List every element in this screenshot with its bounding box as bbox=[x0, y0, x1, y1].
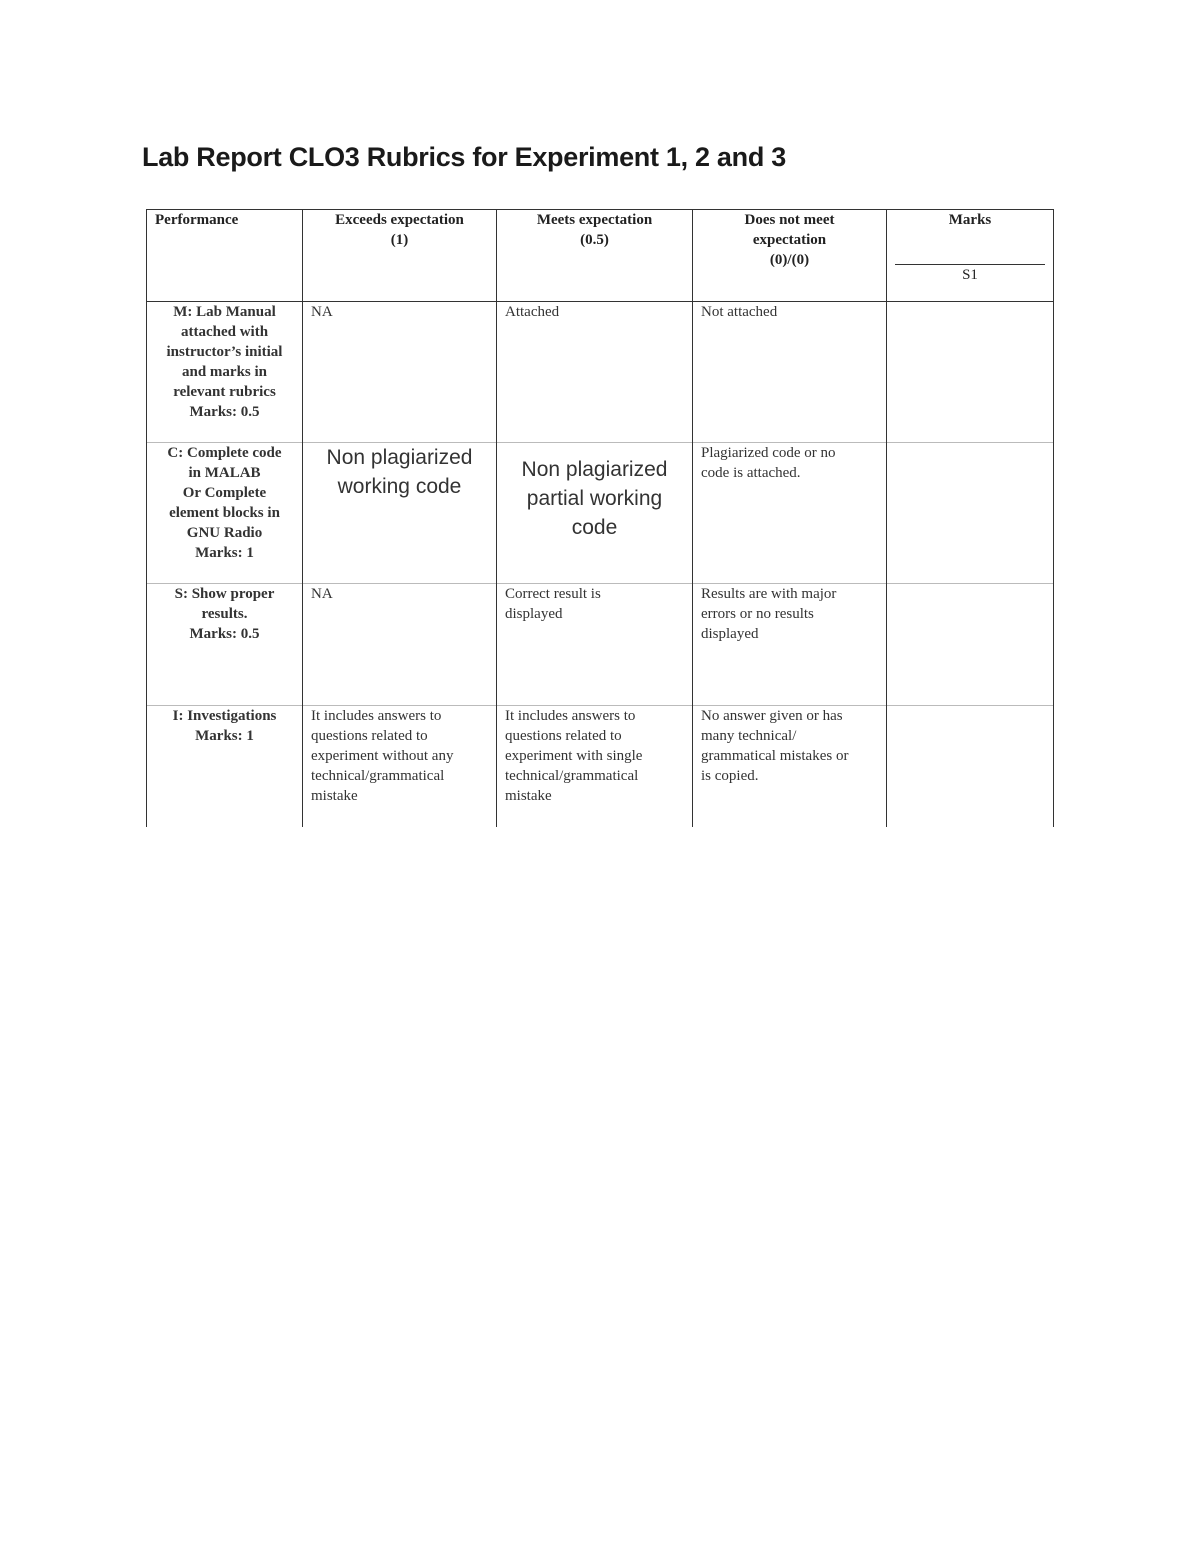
meets-cell bbox=[497, 443, 693, 584]
criterion-line: M: Lab Manual bbox=[173, 304, 276, 320]
criterion-line: element blocks in bbox=[169, 505, 280, 521]
page-title: Lab Report CLO3 Rubrics for Experiment 1, 2 and 3 bbox=[142, 142, 786, 172]
exceeds-cell bbox=[303, 706, 497, 827]
cell-line: experiment without any bbox=[311, 748, 454, 764]
table-header-row bbox=[147, 210, 1054, 302]
criterion-line: results. bbox=[201, 606, 248, 622]
cell-line: questions related to bbox=[311, 728, 428, 744]
cell-line: Correct result is bbox=[505, 586, 601, 602]
cell-line: Results are with major bbox=[701, 586, 837, 602]
cell-line: Non plagiarized bbox=[521, 458, 668, 481]
exceeds-cell bbox=[303, 302, 497, 443]
cell-line: Plagiarized code or no bbox=[701, 445, 836, 461]
marks-value-cell bbox=[887, 302, 1054, 443]
header-does-not-meet-line: Does not meet bbox=[744, 212, 835, 228]
header-exceeds-score: (1) bbox=[390, 232, 409, 248]
cell-line: Attached bbox=[505, 304, 560, 320]
criterion-line: I: Investigations bbox=[172, 708, 277, 724]
header-marks-label: Marks bbox=[895, 210, 1045, 265]
criterion-line: C: Complete code bbox=[167, 445, 282, 461]
does-not-meet-cell bbox=[693, 584, 887, 706]
cell-line: mistake bbox=[505, 788, 552, 804]
marks-value-cell bbox=[887, 443, 1054, 584]
header-does-not-meet-line: expectation bbox=[752, 232, 827, 248]
cell-line: partial working bbox=[526, 487, 663, 510]
cell-line: No answer given or has bbox=[701, 708, 843, 724]
header-meets-score: (0.5) bbox=[580, 232, 609, 248]
criterion-line: Marks: 1 bbox=[195, 545, 254, 561]
cell-line: errors or no results bbox=[701, 606, 814, 622]
does-not-meet-cell bbox=[693, 302, 887, 443]
criterion-line: GNU Radio bbox=[186, 525, 263, 541]
exceeds-cell bbox=[303, 443, 497, 584]
criterion-line: S: Show proper bbox=[174, 586, 275, 602]
table-row bbox=[147, 706, 1054, 827]
does-not-meet-cell bbox=[693, 706, 887, 827]
cell-line: code bbox=[571, 516, 618, 539]
cell-line: mistake bbox=[311, 788, 358, 804]
table-row bbox=[147, 302, 1054, 443]
cell-line: grammatical mistakes or bbox=[701, 748, 849, 764]
header-meets-line: Meets expectation bbox=[536, 212, 653, 228]
criterion-line: and marks in bbox=[181, 364, 268, 380]
cell-line: NA bbox=[311, 304, 333, 320]
cell-line: is copied. bbox=[701, 768, 759, 784]
criterion-cell bbox=[147, 302, 303, 443]
cell-line: displayed bbox=[701, 626, 759, 642]
meets-cell bbox=[497, 706, 693, 827]
cell-line: Not attached bbox=[701, 304, 778, 320]
criterion-line: in MALAB bbox=[188, 465, 261, 481]
table-row bbox=[147, 584, 1054, 706]
header-marks-s1: S1 bbox=[962, 267, 978, 283]
cell-line: code is attached. bbox=[701, 465, 801, 481]
exceeds-cell bbox=[303, 584, 497, 706]
header-does-not-meet-score: (0)/(0) bbox=[769, 252, 810, 268]
criterion-line: instructor’s initial bbox=[166, 344, 283, 360]
header-performance-label: Performance bbox=[155, 212, 239, 228]
rubric-table bbox=[146, 209, 1054, 827]
cell-line: It includes answers to bbox=[505, 708, 636, 724]
meets-cell bbox=[497, 584, 693, 706]
criterion-line: attached with bbox=[180, 324, 269, 340]
criterion-line: Marks: 1 bbox=[195, 728, 254, 744]
does-not-meet-cell bbox=[693, 443, 887, 584]
header-does-not-meet bbox=[693, 210, 887, 302]
criterion-cell bbox=[147, 706, 303, 827]
cell-line: technical/grammatical bbox=[505, 768, 639, 784]
cell-line: working code bbox=[337, 475, 462, 498]
criterion-line: Marks: 0.5 bbox=[189, 626, 260, 642]
criterion-line: Or Complete bbox=[182, 485, 267, 501]
header-exceeds bbox=[303, 210, 497, 302]
header-meets bbox=[497, 210, 693, 302]
header-exceeds-line: Exceeds expectation bbox=[335, 212, 464, 228]
criterion-cell bbox=[147, 584, 303, 706]
marks-value-cell bbox=[887, 584, 1054, 706]
cell-line: experiment with single bbox=[505, 748, 643, 764]
cell-line: Non plagiarized bbox=[326, 446, 473, 469]
criterion-line: Marks: 0.5 bbox=[189, 404, 260, 420]
header-performance bbox=[147, 210, 303, 302]
cell-line: technical/grammatical bbox=[311, 768, 445, 784]
cell-line: It includes answers to bbox=[311, 708, 442, 724]
cell-line: displayed bbox=[505, 606, 563, 622]
criterion-cell bbox=[147, 443, 303, 584]
table-row bbox=[147, 443, 1054, 584]
header-marks bbox=[887, 210, 1054, 302]
criterion-line: relevant rubrics bbox=[173, 384, 276, 400]
meets-cell bbox=[497, 302, 693, 443]
cell-line: many technical/ bbox=[701, 728, 797, 744]
cell-line: questions related to bbox=[505, 728, 622, 744]
marks-value-cell bbox=[887, 706, 1054, 827]
cell-line: NA bbox=[311, 586, 333, 602]
